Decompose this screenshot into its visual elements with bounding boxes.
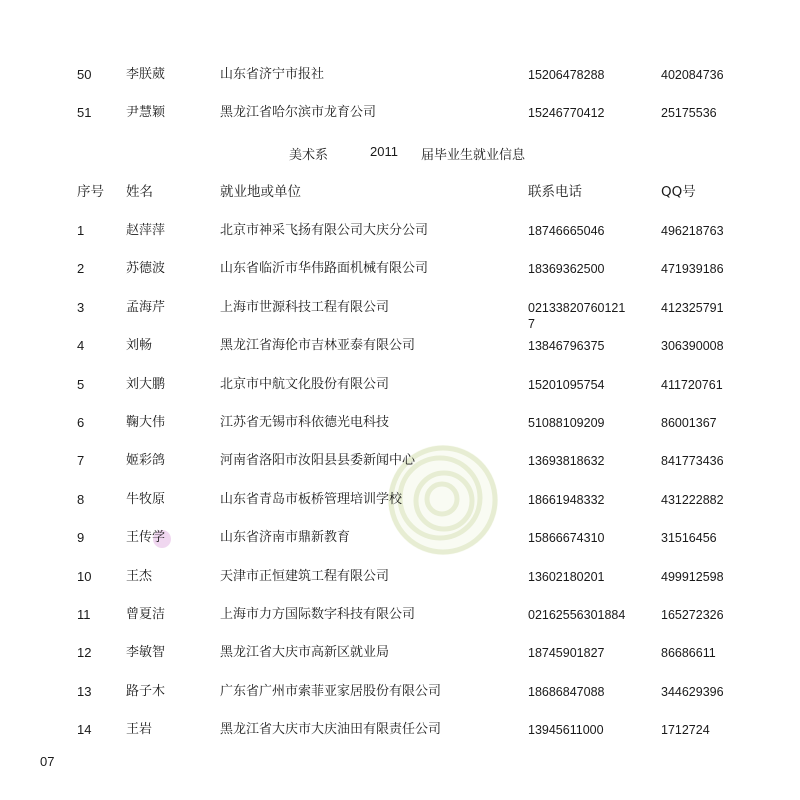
row-unit: 山东省临沂市华伟路面机械有限公司 <box>220 261 429 277</box>
header-name: 姓名 <box>126 184 153 200</box>
row-qq: 411720761 <box>661 377 723 392</box>
row-qq: 412325791 <box>661 300 724 315</box>
table-row <box>0 377 800 413</box>
row-qq: 841773436 <box>661 454 724 469</box>
row-unit: 山东省济南市鼎新教育 <box>220 530 351 546</box>
table-row <box>0 338 800 374</box>
row-unit: 山东省青岛市板桥管理培训学校 <box>220 491 403 507</box>
row-phone: 15246770412 <box>528 106 605 120</box>
row-number: 6 <box>77 415 85 430</box>
row-phone: 021338207601217 <box>528 300 626 331</box>
header-qq: QQ号 <box>661 184 696 200</box>
row-phone: 15866674310 <box>528 531 605 546</box>
row-phone: 18661948332 <box>528 492 605 507</box>
row-qq: 1712724 <box>661 723 710 738</box>
row-name: 鞠大伟 <box>126 415 166 430</box>
row-qq: 25175536 <box>661 106 717 120</box>
row-name: 姬彩鸽 <box>126 453 166 469</box>
row-unit: 黑龙江省大庆市高新区就业局 <box>220 645 390 661</box>
row-phone: 18745901827 <box>528 646 605 661</box>
row-name: 路子木 <box>126 683 166 699</box>
row-number: 4 <box>77 338 85 354</box>
row-phone: 13602180201 <box>528 569 605 584</box>
row-qq: 86001367 <box>661 416 717 430</box>
row-qq: 31516456 <box>661 531 717 546</box>
row-number: 2 <box>77 261 85 277</box>
row-phone: 13846796375 <box>528 339 605 354</box>
row-name: 李朕葳 <box>126 67 166 82</box>
table-row <box>0 492 800 528</box>
row-number: 9 <box>77 530 85 546</box>
table-row <box>0 67 800 103</box>
table-row <box>0 300 800 336</box>
header-unit: 就业地或单位 <box>220 184 301 200</box>
row-name: 王岩 <box>126 722 153 738</box>
row-name: 刘大鹏 <box>126 376 166 392</box>
row-number: 50 <box>77 67 92 82</box>
row-phone: 51088109209 <box>528 416 605 430</box>
row-qq: 306390008 <box>661 339 724 354</box>
section-title-year: 2011 <box>370 144 398 159</box>
section-title <box>0 144 800 162</box>
row-unit: 上海市世源科技工程有限公司 <box>220 299 390 315</box>
row-qq: 471939186 <box>661 262 724 277</box>
row-number: 51 <box>77 105 92 120</box>
table-row <box>0 223 800 259</box>
table-row <box>0 415 800 451</box>
row-qq: 344629396 <box>661 684 724 699</box>
table-header <box>0 184 800 220</box>
row-phone: 02162556301884 <box>528 608 626 622</box>
row-name: 王传学 <box>126 530 166 546</box>
row-qq: 499912598 <box>661 569 724 584</box>
row-number: 1 <box>77 223 85 238</box>
header-no: 序号 <box>77 184 104 200</box>
row-phone: 15201095754 <box>528 377 605 392</box>
row-unit: 江苏省无锡市科依德光电科技 <box>220 415 390 430</box>
row-number: 8 <box>77 491 85 507</box>
row-unit: 黑龙江省海伦市吉林亚泰有限公司 <box>220 338 416 354</box>
row-name: 李敏智 <box>126 645 166 661</box>
row-unit: 北京市神采飞扬有限公司大庆分公司 <box>220 223 429 238</box>
table-row <box>0 453 800 489</box>
row-name: 苏德波 <box>126 261 166 277</box>
row-unit: 黑龙江省大庆市大庆油田有限责任公司 <box>220 722 442 738</box>
row-number: 12 <box>77 645 92 661</box>
row-name: 牛牧原 <box>126 491 166 507</box>
row-number: 5 <box>77 376 85 392</box>
row-number: 3 <box>77 299 85 315</box>
table-row <box>0 684 800 720</box>
table-row <box>0 530 800 566</box>
row-unit: 广东省广州市索菲亚家居股份有限公司 <box>220 683 442 699</box>
row-qq: 402084736 <box>661 68 724 82</box>
row-phone: 13693818632 <box>528 454 605 469</box>
row-name: 赵萍萍 <box>126 223 166 238</box>
row-qq: 496218763 <box>661 224 724 238</box>
table-row <box>0 607 800 643</box>
row-unit: 上海市力方国际数字科技有限公司 <box>220 607 416 622</box>
row-number: 13 <box>77 683 92 699</box>
row-phone: 18746665046 <box>528 224 605 238</box>
row-phone: 18686847088 <box>528 684 605 699</box>
table-row <box>0 261 800 297</box>
table-row <box>0 105 800 141</box>
table-row <box>0 569 800 605</box>
row-unit: 黑龙江省哈尔滨市龙育公司 <box>220 105 377 120</box>
row-name: 曾夏洁 <box>126 607 166 622</box>
row-name: 孟海芹 <box>126 299 166 315</box>
row-qq: 431222882 <box>661 492 724 507</box>
row-number: 11 <box>77 607 91 622</box>
page-number: 07 <box>40 754 55 769</box>
row-unit: 北京市中航文化股份有限公司 <box>220 376 390 392</box>
section-title-dept: 美术系 <box>289 148 329 163</box>
row-unit: 山东省济宁市报社 <box>220 67 325 82</box>
table-row <box>0 645 800 681</box>
row-phone: 18369362500 <box>528 262 605 277</box>
row-number: 10 <box>77 568 92 584</box>
row-number: 7 <box>77 453 85 469</box>
row-phone: 15206478288 <box>528 68 605 82</box>
row-unit: 天津市正恒建筑工程有限公司 <box>220 568 390 584</box>
row-name: 王杰 <box>126 568 153 584</box>
row-qq: 86686611 <box>661 646 716 661</box>
row-phone: 13945611000 <box>528 723 604 738</box>
row-name: 尹慧颖 <box>126 105 166 120</box>
table-row <box>0 722 800 758</box>
row-number: 14 <box>77 722 92 738</box>
row-qq: 165272326 <box>661 608 724 622</box>
section-title-label: 届毕业生就业信息 <box>421 148 526 163</box>
row-unit: 河南省洛阳市汝阳县县委新闻中心 <box>220 453 416 469</box>
row-name: 刘畅 <box>126 338 153 354</box>
header-phone: 联系电话 <box>528 184 582 200</box>
